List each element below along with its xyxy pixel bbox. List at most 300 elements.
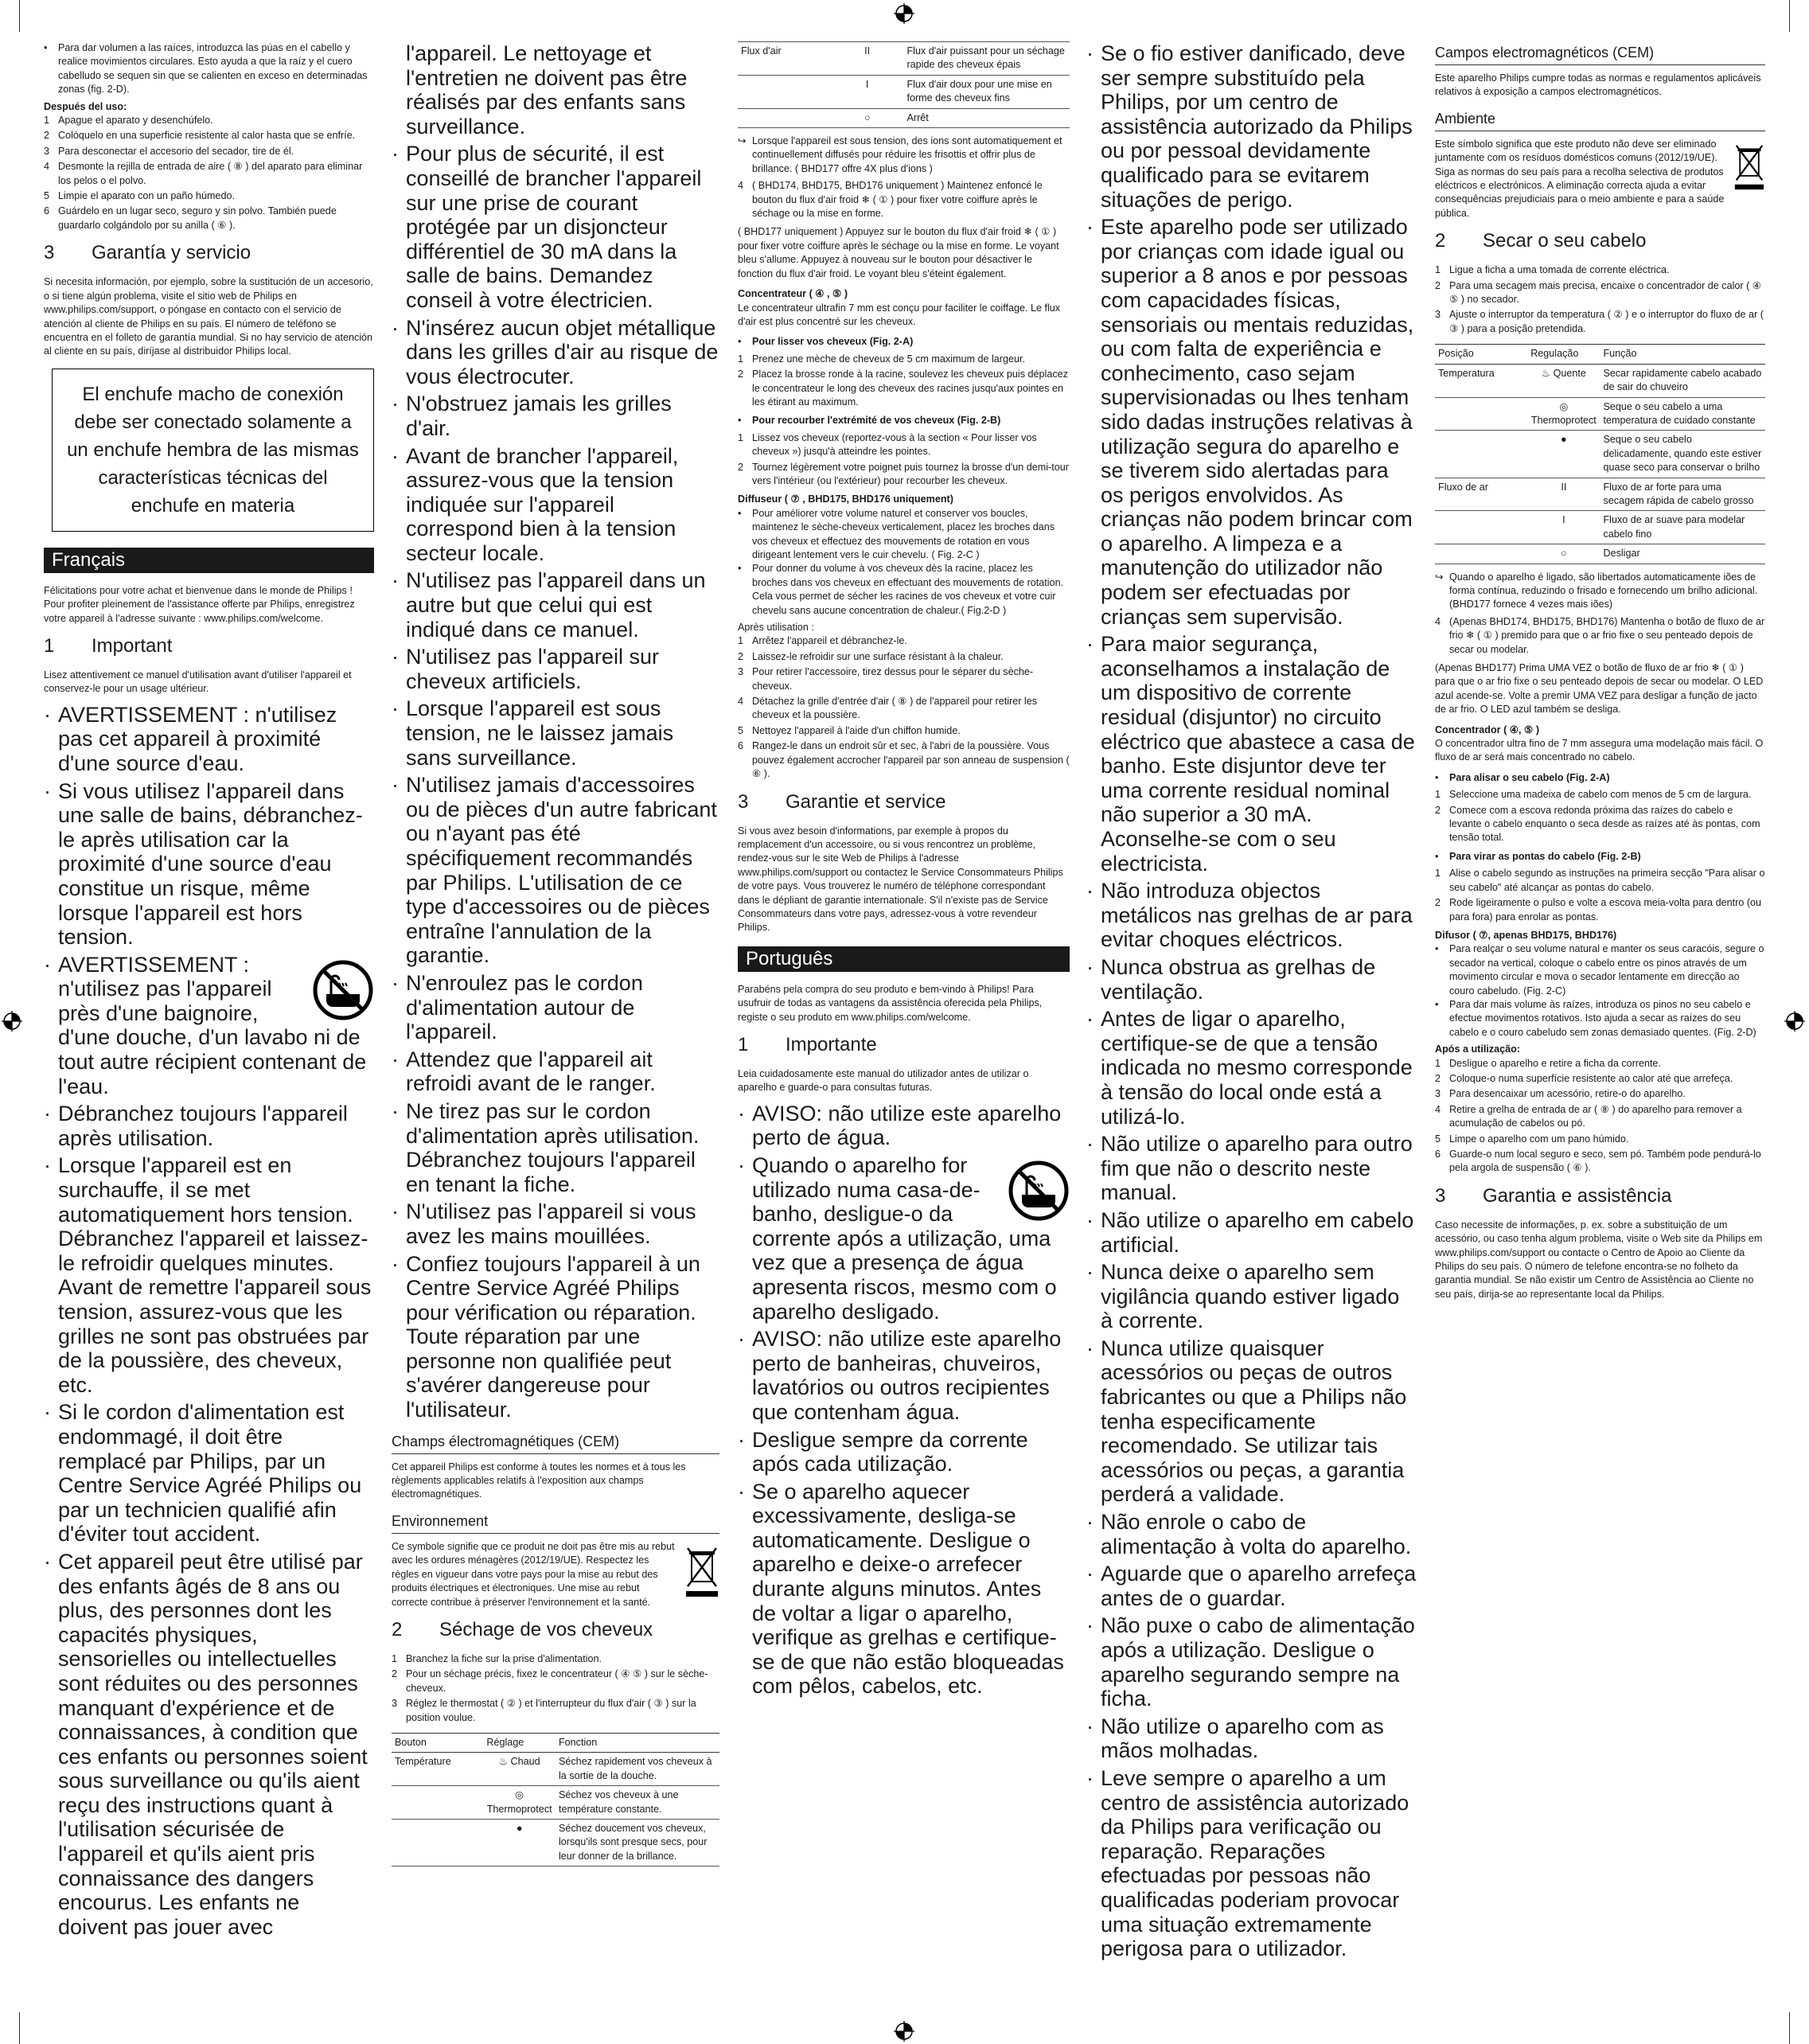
list-item-text: Guárdelo en un lugar seco, seguro y sin polvo. También puede guardarlo colgándolo por su anilla ( ⑥ ). (58, 205, 337, 231)
list-item (738, 739, 1070, 781)
list-number: 2 (392, 1668, 398, 1680)
list-item (1435, 942, 1765, 998)
pt-emf-text: Este aparelho Philips cumpre todas as normas e regulamentos aplicáveis relativos à exposição a campos electromagnéticos. (1435, 72, 1761, 98)
fr-welcome: Félicitations pour votre achat et bienvenue dans le monde de Philips ! Pour profiter pleinement de l'assistance offerte par Philips, enregistrez votre appareil à l'adresse suivante : www.philips.com/welcome. (44, 584, 355, 624)
table-cell: I (865, 78, 869, 90)
bullet-icon: · (738, 1427, 745, 1452)
bullet-icon: · (738, 1479, 745, 1504)
column-1 (44, 41, 374, 1942)
list-number: 6 (1435, 1149, 1441, 1160)
list-item-text: Attendez que l'appareil ait refroidi avant de le ranger. (406, 1047, 656, 1096)
table-cell: ♨ Chaud (498, 1756, 540, 1768)
list-item-text: Détachez la grille d'entrée d'air ( ⑧ ) de l'appareil pour retirer les cheveux et la poussière. (752, 696, 1037, 721)
table-row (738, 75, 1070, 108)
list-item-text: N'enroulez pas le cordon d'alimentation autour de l'appareil. (406, 970, 643, 1044)
list-item-text: Este aparelho pode ser utilizado por crianças com idade igual ou superior a 8 anos e por pessoas com capacidades físicas, sensoriais ou mentais reduzidas, ou com falta de experiência e conhecimento, caso sejam supervisionadas ou lhes tenham sido dadas instruções relativas à utilização segura do aparelho e se tiverem sido alertadas para os perigos envolvidos. As crianças não podem brincar com o aparelho. A limpeza e a manutenção do utilizador não podem ser efectuadas por crianças sem supervisão. (1101, 215, 1414, 629)
list-number: 5 (738, 724, 744, 736)
list-number: 5 (1435, 1133, 1441, 1145)
list-item-text: Placez la brosse ronde à la racine, soulevez les cheveux puis déplacez le concentrateur le long des cheveux des racines jusqu'aux pointes en les étirant au maximum. (752, 369, 1068, 408)
thermoprotect-icon: ◎ (1559, 400, 1569, 412)
table-cell: Seque o seu cabelo delicadamente, quando este estiver quase seco para conservar o brilho (1603, 434, 1762, 474)
list-item (738, 562, 1070, 618)
column-2 (392, 41, 719, 1867)
list-item (392, 1047, 719, 1096)
list-item-text: Pour plus de sécurité, il est conseillé de brancher l'appareil sur une prise de courant protégée par un disjoncteur différentiel de 30 mA dans la salle de bains. Demandez conseil à votre électricien. (406, 142, 702, 312)
list-item: • Para dar volumen a las raíces, introduzca las púas en el cabello y realice movimientos circulares. Esto ayuda a que la raíz y el cuero cabelludo se sequen sin que se calienten en exceso en determinadas zonas (fig. 2-D). (44, 42, 368, 96)
list-item (44, 953, 374, 1099)
pt-ion-note: ↪ Quando o aparelho é ligado, são libertados automaticamente iões de forma contínua, reduzindo o frisado e fornecendo um brilho adicional. (BHD177 fornece 4 vezes mais iões) (1435, 571, 1765, 612)
list-item (738, 634, 1070, 648)
bullet-icon: · (392, 315, 399, 340)
bullet-icon: · (44, 778, 51, 803)
column-3 (738, 41, 1070, 1702)
table-header: Função (1603, 348, 1637, 360)
pt-guarantee-text: Caso necessite de informações, p. ex. sobre a substituição de um acessório, ou caso tenha algum problema, visite o Web site da Philips em www.philips.com/support ou contacte o Centro de Apoio ao Cliente da Philips do seu país. O número de telefone encontra-se no folheto da garantia mundial. Se não existir um Centro de Assistência ao Cliente no seu país, dirija-se ao representante local da Philips. (1435, 1219, 1763, 1300)
list-item (44, 1102, 374, 1150)
pt-step-4b: (Apenas BHD177) Prima UMA VEZ o botão de fluxo de ar frio ❄ ( ① ) para que o ar frio fixe o seu penteado depois de secar ou modelar. O LED azul acende-se. Volte a premir UMA VEZ para desligar a função de jacto de ar frio. O LED azul também se desliga. (1435, 662, 1764, 716)
list-item-text: Si le cordon d'alimentation est endommagé, il doit être remplacé par Philips, par un Centre Service Agréé Philips ou par un technicien qualifié afin d'éviter tout accident. (58, 1400, 362, 1547)
table-cell (1435, 511, 1527, 544)
table-cell: Temperatura (1438, 367, 1495, 379)
list-item-text: AVISO: não utilize este aparelho perto de água. (752, 1101, 1062, 1150)
trim-line (19, 0, 20, 32)
list-item (738, 1102, 1070, 1150)
bullet-icon: · (1086, 1207, 1094, 1232)
registration-crosshair-icon (892, 2, 916, 25)
list-item-text: Ne tirez pas sur le cordon d'alimentation après utilisation. Débranchez toujours l'appareil en tenant la fiche. (406, 1098, 700, 1196)
fr-dry-heading: 2 Séchage de vos cheveux (392, 1618, 653, 1640)
list-item (738, 1327, 1070, 1424)
pt-after-steps (1435, 1057, 1765, 1176)
bullet-icon: · (1086, 879, 1094, 903)
list-item (392, 1199, 719, 1248)
table-header: Fonction (558, 1736, 598, 1748)
pt-welcome: Parabéns pela compra do seu produto e bem-vindo à Philips! Para usufruir de todas as vantagens da assistência oferecida pela Philips, registe o seu produto em www.philips.com/welcome. (738, 983, 1043, 1023)
pt-conc-text: O concentrador ultra fino de 7 mm assegura uma modelação mais fácil. O fluxo de ar será mais concentrado no cabelo. (1435, 738, 1764, 763)
list-item-text: Comece com a escova redonda próxima das raízes do cabelo e levante o cabelo enquanto o seca desde as raízes até às pontas, com tensão total. (1449, 804, 1760, 844)
table-cell: Desligar (1603, 548, 1640, 560)
list-number: 2 (1435, 897, 1441, 909)
list-item (738, 1428, 1070, 1476)
bullet-icon: · (1086, 1260, 1094, 1285)
list-item (1086, 1260, 1417, 1333)
bullet-icon: · (1086, 215, 1094, 240)
list-item-text: Não utilize o aparelho em cabelo artificial. (1101, 1207, 1414, 1257)
list-item-text: Para realçar o seu volume natural e manter os seus caracóis, segure o secador na vertical, coloque o cabelo entre os pinos através de um movimento circular e mova o secador lentamente em direcção ao couro cabeludo. (Fig. 2-C) (1449, 943, 1764, 997)
list-item (1086, 1336, 1417, 1507)
bullet-icon: · (44, 1153, 51, 1178)
table-header: Bouton (395, 1736, 427, 1748)
bullet-icon: · (44, 1102, 51, 1126)
list-item (44, 1153, 374, 1397)
list-item (1435, 804, 1765, 845)
list-item-text: Retire a grelha de entrada de ar ( ⑧ ) do aparelho para remover a acumulação de cabelos ou pó. (1449, 1103, 1742, 1129)
fr-important-intro: Lisez attentivement ce manuel d'utilisation avant d'utiliser l'appareil et conservez-le pour un usage ultérieur. (44, 669, 352, 695)
list-item-text: Não introduza objectos metálicos nas grelhas de ar para evitar choques eléctricos. (1101, 879, 1413, 952)
bullet-icon: · (392, 970, 399, 995)
list-item-text: Guarde-o num local seguro e seco, sem pó. Também pode pendurá-lo pela argola de suspensão ( ⑥ ). (1449, 1149, 1761, 1174)
bullet-icon: · (1086, 1562, 1094, 1586)
list-item (738, 1153, 1070, 1324)
bullet-icon: · (1086, 1336, 1094, 1360)
table-row (738, 108, 1070, 127)
list-number: 1 (738, 353, 744, 365)
table-row (738, 42, 1070, 76)
list-item-text: Confiez toujours l'appareil à un Centre Service Agréé Philips pour vérification ou réparation. Toute réparation par une personne non qualifiée peut s'avérer dangereuse pour l'utilisateur. (406, 1251, 700, 1422)
table-cell: ○ (1561, 548, 1567, 560)
list-number: 2 (1435, 279, 1441, 291)
bullet-icon: · (392, 392, 399, 416)
table-row (1435, 364, 1765, 397)
list-item-text: Para desconectar el accesorio del secador, tire de él. (58, 145, 294, 157)
list-item-text: Desmonte la rejilla de entrada de aire ( ⑧ ) del aparato para eliminar los pelos o el polvo. (58, 161, 363, 186)
list-item (1435, 1057, 1765, 1071)
list-item (738, 695, 1070, 723)
table-cell (1435, 544, 1527, 564)
table-header: Posição (1438, 348, 1474, 360)
list-item (392, 645, 719, 693)
pt-dry-heading: 2 Secar o seu cabelo (1435, 230, 1647, 252)
fr-ion-note: ↪ Lorsque l'appareil est sous tension, des ions sont automatiquement et continuellement diffusés pour réduire les frisottis et offrir plus de brillance. ( BHD177 offre 4X plus d'ions ) (738, 135, 1070, 176)
list-item-text: Rode ligeiramente o pulso e volte a escova meia-volta para dentro (ou para fora) para enrolar as pontas. (1449, 897, 1762, 923)
fr-guarantee-heading: 3 Garantie et service (738, 790, 946, 813)
list-item-text: Para uma secagem mais precisa, encaixe o concentrador de calor ( ④ ⑤ ) no secador. (1449, 279, 1762, 306)
list-item-text: AVISO: não utilize este aparelho perto de banheiras, chuveiros, lavatórios ou outros recipientes que contenham água. (752, 1327, 1062, 1424)
list-item-text: N'insérez aucun objet métallique dans les grilles d'air au risque de vous électrocuter. (406, 315, 719, 388)
list-item-text: Nunca obstrua as grelhas de ventilação. (1101, 954, 1376, 1004)
pt-warnings-list (738, 1102, 1070, 1699)
pt-after-title: Após a utilização: (1435, 1043, 1521, 1055)
table-cell: Séchez rapidement vos cheveux à la sortie de la douche. (558, 1756, 712, 1781)
no-water-bath-icon (1008, 1160, 1070, 1222)
table-cell: ● (1561, 434, 1567, 446)
bullet-icon: · (44, 1400, 51, 1425)
list-item (1086, 41, 1417, 212)
pt-settings-table (1435, 344, 1765, 564)
list-item-text: Quando o aparelho for utilizado numa casa-de-banho, desligue-o da corrente após a utilização, uma vez que a presença de água apresenta riscos, mesmo com o aparelho desligado. (752, 1153, 1070, 1324)
list-item (44, 145, 374, 158)
list-item-text: Débranchez toujours l'appareil après utilisation. (58, 1102, 348, 1150)
list-item (44, 1400, 374, 1547)
fr-step-4b: ( BHD177 uniquement ) Appuyez sur le bouton du flux d'air froid ❄ ( ① ) pour fixer votre coiffure après le séchage ou la mise en forme. Le voyant bleu s'allume. Appuyez à nouveau sur le bouton pour désactiver le fonction du flux d'air froid. Le voyant bleu s'éteint également. (738, 226, 1059, 279)
list-number: 1 (1435, 868, 1441, 880)
list-item (738, 431, 1070, 459)
fr-after-title: Après utilisation : (738, 622, 814, 634)
list-item-text: Limpie el aparato con un paño húmedo. (58, 190, 235, 202)
list-item-text: Desligue sempre da corrente após cada utilização. (752, 1427, 1028, 1476)
list-item (44, 779, 374, 950)
list-item-text: Não utilize o aparelho para outro fim que não o descrito neste manual. (1101, 1132, 1413, 1205)
list-item-text: Avant de brancher l'appareil, assurez-vous que la tension indiquée sur l'appareil correspond bien à la tension secteur locale. (406, 443, 679, 565)
list-item (392, 1252, 719, 1422)
table-cell: Fluxo de ar suave para modelar cabelo fino (1603, 514, 1745, 540)
list-item-text: Branchez la fiche sur la prise d'alimentation. (406, 1652, 602, 1664)
list-item-text: Rangez-le dans un endroit sûr et sec, à l'abri de la poussière. Vous pouvez également accrocher l'appareil par son anneau de suspension ( ⑥ ). (752, 740, 1070, 780)
list-number: 3 (1435, 309, 1441, 321)
fr-smooth-steps (738, 353, 1070, 410)
table-cell: ◎ Thermoprotect (1530, 400, 1597, 426)
pt-dry-steps (1435, 263, 1765, 336)
es-after-use-title: Después del uso: (44, 100, 127, 112)
bullet-icon: · (738, 1101, 745, 1125)
table-cell: Flux d'air puissant pour un séchage rapide des cheveux épais (906, 45, 1065, 71)
list-item-text: Leve sempre o aparelho a um centro de assistência autorizado da Philips para verificação ou reparação. Reparações efectuadas por pessoas não qualificadas poderiam provocar uma situação extremamente perigosa para o utilizador. (1101, 1765, 1409, 1961)
list-item (1086, 879, 1417, 952)
list-item-text: N'utilisez jamais d'accessoires ou de pièces d'un autre fabricant ou n'ayant pas été spécifiquement recommandés par Philips. L'utilisation de ce type d'accessoires ou de pièces entraîne l'annulation de la garantie. (406, 773, 717, 968)
list-item (392, 971, 719, 1044)
list-item (1086, 1510, 1417, 1558)
table-cell: ○ (864, 111, 871, 123)
list-number: 5 (44, 190, 50, 202)
table-row (1435, 544, 1765, 564)
list-number: 2 (44, 130, 50, 142)
table-row (1435, 478, 1765, 511)
list-number: 2 (1435, 1072, 1441, 1084)
fr-important-heading: 1 Important (44, 634, 173, 657)
pt-step-4: 4 (Apenas BHD174, BHD175, BHD176) Mantenha o botão de fluxo de ar frio ❄ ( ① ) premido para que o ar frio fixe o seu penteado depois de secar ou modelar. (1435, 615, 1765, 655)
pt-curl-steps (1435, 867, 1765, 924)
list-item-text: Nunca deixe o aparelho sem vigilância quando estiver ligado à corrente. (1101, 1260, 1400, 1333)
registration-crosshair-icon (892, 2019, 916, 2043)
list-item (738, 650, 1070, 664)
table-cell: Séchez vos cheveux à une température constante. (558, 1789, 679, 1815)
pt-emf-title: Campos electromagnéticos (CEM) (1435, 45, 1765, 65)
bullet-icon: · (392, 1098, 399, 1123)
pt-important-heading: 1 Importante (738, 1033, 877, 1055)
table-row (1435, 397, 1765, 431)
list-item (392, 392, 719, 440)
list-number: 1 (738, 635, 744, 647)
pt-language-bar: Português (738, 946, 1070, 972)
list-number: 1 (44, 115, 50, 127)
bullet-icon: • (1435, 943, 1439, 955)
bullet-icon: • (738, 507, 742, 519)
list-item (1086, 632, 1417, 876)
list-item-text: Arrêtez l'appareil et débranchez-le. (752, 635, 907, 647)
fr-smooth-title: • Pour lisser vos cheveux (Fig. 2-A) (738, 336, 914, 348)
trim-line (19, 2012, 20, 2044)
list-item-text: Não utilize o aparelho com as mãos molhadas. (1101, 1714, 1384, 1763)
registration-crosshair-icon (0, 1009, 24, 1033)
list-item-text: Coloque-o numa superfície resistente ao calor até que arrefeça. (1449, 1072, 1733, 1084)
list-item (1086, 1562, 1417, 1610)
list-item (392, 773, 719, 968)
fr-env-title: Environnement (392, 1513, 719, 1534)
list-item-text: Para desencaixar um acessório, retire-o do aparelho. (1449, 1088, 1686, 1100)
table-cell: Fluxo de ar (1438, 481, 1488, 493)
fr-warnings-list-2 (392, 142, 719, 1422)
table-row (1435, 431, 1765, 478)
es-guarantee-text: Si necesita información, por ejemplo, sobre la sustitución de un accesorio, o si tiene algún problema, visite el sitio web de Philips en www.philips.com/support, o póngase en contacto con el servicio de atención al cliente de Philips en su país. El número de teléfono se encuentra en el folleto de garantía mundial. Si no hay servicio de atención al cliente en su país, diríjase al distribuidor Philips local. (44, 276, 373, 357)
list-number: 2 (738, 369, 744, 380)
bullet-icon: · (1086, 1765, 1094, 1790)
list-number: 3 (392, 1698, 398, 1710)
bullet-icon: · (392, 696, 399, 721)
fr-settings-table (392, 1733, 719, 1867)
fr-language-bar: Français (44, 548, 374, 573)
list-item-text: Réglez le thermostat ( ② ) et l'interrupteur du flux d'air ( ③ ) sur la position voulue. (406, 1698, 696, 1723)
list-item (44, 189, 374, 203)
list-item (44, 703, 374, 776)
bullet-icon: · (1086, 1510, 1094, 1535)
table-cell: Fluxo de ar forte para uma secagem rápida de cabelo grosso (1603, 481, 1754, 506)
table-cell (738, 75, 831, 108)
pt-diff-title: Difusor ( ⑦, apenas BHD175, BHD176) (1435, 929, 1617, 941)
pt-important-intro: Leia cuidadosamente este manual do utilizador antes de utilizar o aparelho e guarde-o para consultas futuras. (738, 1067, 1029, 1094)
pt-diff-bullets (1435, 942, 1765, 1040)
list-item-text: Lorsque l'appareil est en surchauffe, il se met automatiquement hors tension. Débranchez l'appareil et laissez-le refroidir quelques minutes. Avant de remettre l'appareil sous tension, assurez-vous que les grilles ne sont pas obstruées par de la poussière, des cheveux, etc. (58, 1153, 372, 1397)
table-cell: ◎ Thermoprotect (486, 1789, 552, 1815)
column-4 (1086, 41, 1417, 1964)
list-item-text: N'utilisez pas l'appareil sur cheveux artificiels. (406, 645, 659, 693)
list-item-text: N'obstruez jamais les grilles d'air. (406, 392, 672, 440)
list-item (738, 665, 1070, 693)
list-number: 1 (392, 1652, 398, 1664)
bullet-icon: · (738, 1153, 745, 1177)
pt-env-title: Ambiente (1435, 111, 1765, 131)
fr-curl-title: • Pour recourber l'extrémité de vos cheveux (Fig. 2-B) (738, 415, 1001, 427)
bullet-icon: · (738, 1327, 745, 1352)
list-number: 4 (44, 161, 50, 173)
fr-env-block: Ce symbole signifie que ce produit ne doit pas être mis au rebut avec les ordures ménagères (2012/19/UE). Respectez les règles en vigueur dans votre pays pour la mise au rebut des produits électriques et électroniques. Une mise au rebut correcte contribue à préserver l'environnement et la santé. (392, 1540, 719, 1609)
list-item-text: Apague el aparato y desenchúfelo. (58, 115, 213, 127)
table-row (392, 1819, 719, 1866)
bullet-icon: · (1086, 954, 1094, 979)
list-number: 3 (1435, 1088, 1441, 1100)
list-number: 2 (738, 650, 744, 662)
bullet-icon: · (392, 773, 399, 798)
list-item (392, 444, 719, 566)
list-item (1086, 215, 1417, 629)
list-number: 6 (738, 740, 744, 752)
bullet-icon: · (1086, 1714, 1094, 1738)
list-item-text: Nettoyez l'appareil à l'aide d'un chiffon humide. (752, 724, 961, 736)
list-item (44, 129, 374, 142)
list-number: 1 (738, 431, 744, 443)
bullet-icon: · (1086, 1613, 1094, 1638)
list-item (1435, 308, 1765, 336)
list-item-text: Pour un séchage précis, fixez le concentrateur ( ④ ⑤ ) sur le sèche-cheveux. (406, 1668, 708, 1694)
list-item-text: Ajuste o interruptor da temperatura ( ② ) e o interruptor do fluxo de ar ( ③ ) para a posição pretendida. (1449, 309, 1764, 334)
list-item (1086, 1132, 1417, 1205)
table-cell (1435, 397, 1527, 431)
registration-crosshair-icon (1783, 1009, 1807, 1033)
fr-dry-steps (392, 1652, 719, 1725)
list-item-text: Lissez vos cheveux (reportez-vous à la section « Pour lisser vos cheveux ») jusqu'à atteindre les pointes. (752, 431, 1037, 458)
trim-line (1789, 2012, 1790, 2044)
fr-emf-title: Champs électromagnétiques (CEM) (392, 1434, 719, 1454)
list-item-text: Ligue a ficha a uma tomada de corrente eléctrica. (1449, 264, 1670, 276)
bullet-icon: · (44, 702, 51, 727)
bullet-icon: · (392, 1047, 399, 1071)
table-cell: ♨ Quente (1541, 367, 1586, 379)
list-item-text: N'utilisez pas l'appareil si vous avez les mains mouillées. (406, 1199, 696, 1248)
bullet-icon: • (1435, 998, 1439, 1010)
bullet-icon: · (1086, 41, 1094, 65)
arrow-right-icon: ↪ (738, 135, 747, 147)
list-item-text: AVERTISSEMENT : n'utilisez pas cet appareil à proximité d'une source d'eau. (58, 702, 337, 775)
list-item (1086, 1208, 1417, 1257)
list-item (44, 114, 374, 127)
es-plug-notice: El enchufe macho de conexión debe ser conectado solamente a un enchufe hembra de las mismas características técnicas del enchufe en materia (52, 369, 374, 532)
fr-step-4: 4 ( BHD174, BHD175, BHD176 uniquement ) Maintenez enfoncé le bouton du flux d'air froid ❄ ( ① ) pour fixer votre coiffure après le séchage ou la mise en forme. (738, 180, 1043, 220)
table-cell: Flux d'air doux pour une mise en forme des cheveux fins (906, 78, 1052, 104)
list-item-text: Se o aparelho aquecer excessivamente, desliga-se automaticamente. Desligue o aparelho e deixe-o arrefecer durante alguns minutos. Antes de voltar a ligar o aparelho, verifique as grelhas e certifique-se de que não estão bloqueadas com pêlos, cabelos, etc. (752, 1479, 1064, 1699)
pt-curl-title: • Para virar as pontas do cabelo (Fig. 2-B) (1435, 850, 1641, 862)
es-guarantee-heading: 3 Garantía y servicio (44, 242, 251, 264)
list-item-text: Alise o cabelo segundo as instruções na primeira secção "Para alisar o seu cabelo" até alcançar as pontas do cabelo. (1449, 868, 1765, 893)
list-item-text: Não puxe o cabo de alimentação após a utilização. Desligue o aparelho segurando sempre na ficha. (1101, 1613, 1415, 1711)
list-item-text: Colóquelo en una superficie resistente al calor hasta que se enfríe. (58, 130, 356, 142)
crossed-out-bin-icon (1733, 144, 1765, 190)
es-bullet-list (44, 41, 374, 97)
pt-conc-title: Concentrador ( ④, ⑤ ) (1435, 724, 1540, 735)
bullet-icon: · (392, 1199, 399, 1224)
list-item-text: Limpe o aparelho com um pano húmido. (1449, 1133, 1629, 1145)
list-item (1435, 263, 1765, 277)
list-item-text: Si vous utilisez l'appareil dans une salle de bains, débranchez-le après utilisation car la proximité d'une source d'eau constitue un risque, même lorsque l'appareil est hors tension. (58, 778, 363, 950)
list-item (1435, 1072, 1765, 1086)
list-item (738, 1480, 1070, 1699)
table-cell: Flux d'air (741, 45, 782, 57)
list-item-text: Para maior segurança, aconselhamos a instalação de um dispositivo de corrente residual (disjuntor) no circuito eléctrico que abastece a casa de banho. Este disjuntor deve ter uma corrente residual nominal não superior a 30 mA. Aconselhe-se com o seu electricista. (1101, 632, 1415, 876)
fr-conc-title: Concentrateur ( ④ , ⑤ ) (738, 288, 848, 300)
fr-conc-text: Le concentrateur ultrafin 7 mm est conçu pour faciliter le coiffage. Le flux d'air est plus concentré sur les cheveux. (738, 302, 1061, 327)
table-row (1435, 511, 1765, 544)
list-item (1086, 1007, 1417, 1129)
trim-line (1789, 0, 1790, 32)
list-item (392, 696, 719, 770)
bullet-icon: · (44, 952, 51, 977)
fr-diff-bullets (738, 507, 1070, 618)
list-item-text: Nunca utilize quaisquer acessórios ou peças de outros fabricantes ou que a Philips não tenha especificamente recomendado. Se utilizar tais acessórios ou peças, a garantia perderá a validade. (1101, 1336, 1407, 1507)
bullet-icon: · (392, 142, 399, 166)
table-cell: Secar rapidamente cabelo acabado de sair do chuveiro (1603, 367, 1762, 393)
table-cell: Température (395, 1756, 451, 1768)
list-item (1435, 279, 1765, 307)
list-item-text: Se o fio estiver danificado, deve ser sempre substituído pela Philips, por um centro de assistência autorizado da Philips ou por pessoal devidamente qualificado para se evitarem situações de perigo. (1101, 41, 1413, 212)
no-water-bath-icon (312, 959, 374, 1021)
list-item (392, 1099, 719, 1196)
table-cell: Séchez doucement vos cheveux, lorsqu'ils sont presque secs, pour leur donner de la brillance. (558, 1822, 708, 1862)
list-item-text: Não enrole o cabo de alimentação à volta do aparelho. (1101, 1510, 1412, 1558)
es-after-use-list (44, 114, 374, 232)
fr-diff-title: Diffuseur ( ⑦ , BHD175, BHD176 uniquement) (738, 493, 953, 505)
list-item (44, 1550, 374, 1940)
list-item (1086, 955, 1417, 1004)
list-item-text: Antes de ligar o aparelho, certifique-se de que a tensão indicada no mesmo corresponde à tensão do local onde está a utilizá-lo. (1101, 1007, 1413, 1129)
list-item-text: Tournez légèrement votre poignet puis tournez la brosse d'un demi-tour vers l'intérieur (ou l'extérieur) pour recourber les cheveux. (752, 461, 1069, 486)
list-number: 3 (44, 145, 50, 157)
bullet-icon: · (392, 645, 399, 669)
list-item (738, 353, 1070, 366)
pt-warnings-list-2 (1086, 41, 1417, 1961)
list-item (1435, 998, 1765, 1040)
list-number: 2 (738, 461, 744, 473)
list-item (392, 316, 719, 389)
list-item (392, 142, 719, 312)
list-item-text: Lorsque l'appareil est sous tension, ne le laissez jamais sans surveillance. (406, 696, 674, 770)
list-item (392, 1668, 719, 1695)
table-row (392, 1753, 719, 1786)
table-cell: II (1561, 481, 1567, 493)
list-item (1086, 1766, 1417, 1961)
list-number: 2 (1435, 804, 1441, 816)
fr-warning-continued: l'appareil. Le nettoyage et l'entretien ne doivent pas être réalisés par des enfants sans surveillance. (406, 41, 688, 138)
list-item-text: Para dar mais volume às raízes, introduza os pinos no seu cabelo e efectue movimentos rotativos. Isto ajuda a secar as raízes do seu cabelo e o couro cabeludo sem zonas demasiado quentes. (Fig. 2-D) (1449, 998, 1756, 1038)
list-item-text: Pour améliorer votre volume naturel et conserver vos boucles, maintenez le sèche-cheveux verticalement, placez les broches dans vos cheveux et effectuez des mouvements de rotation en vous dirigeant lentement vers le cuir chevelu. ( Fig. 2-C ) (752, 507, 1055, 560)
list-number: 4 (1435, 1103, 1441, 1115)
